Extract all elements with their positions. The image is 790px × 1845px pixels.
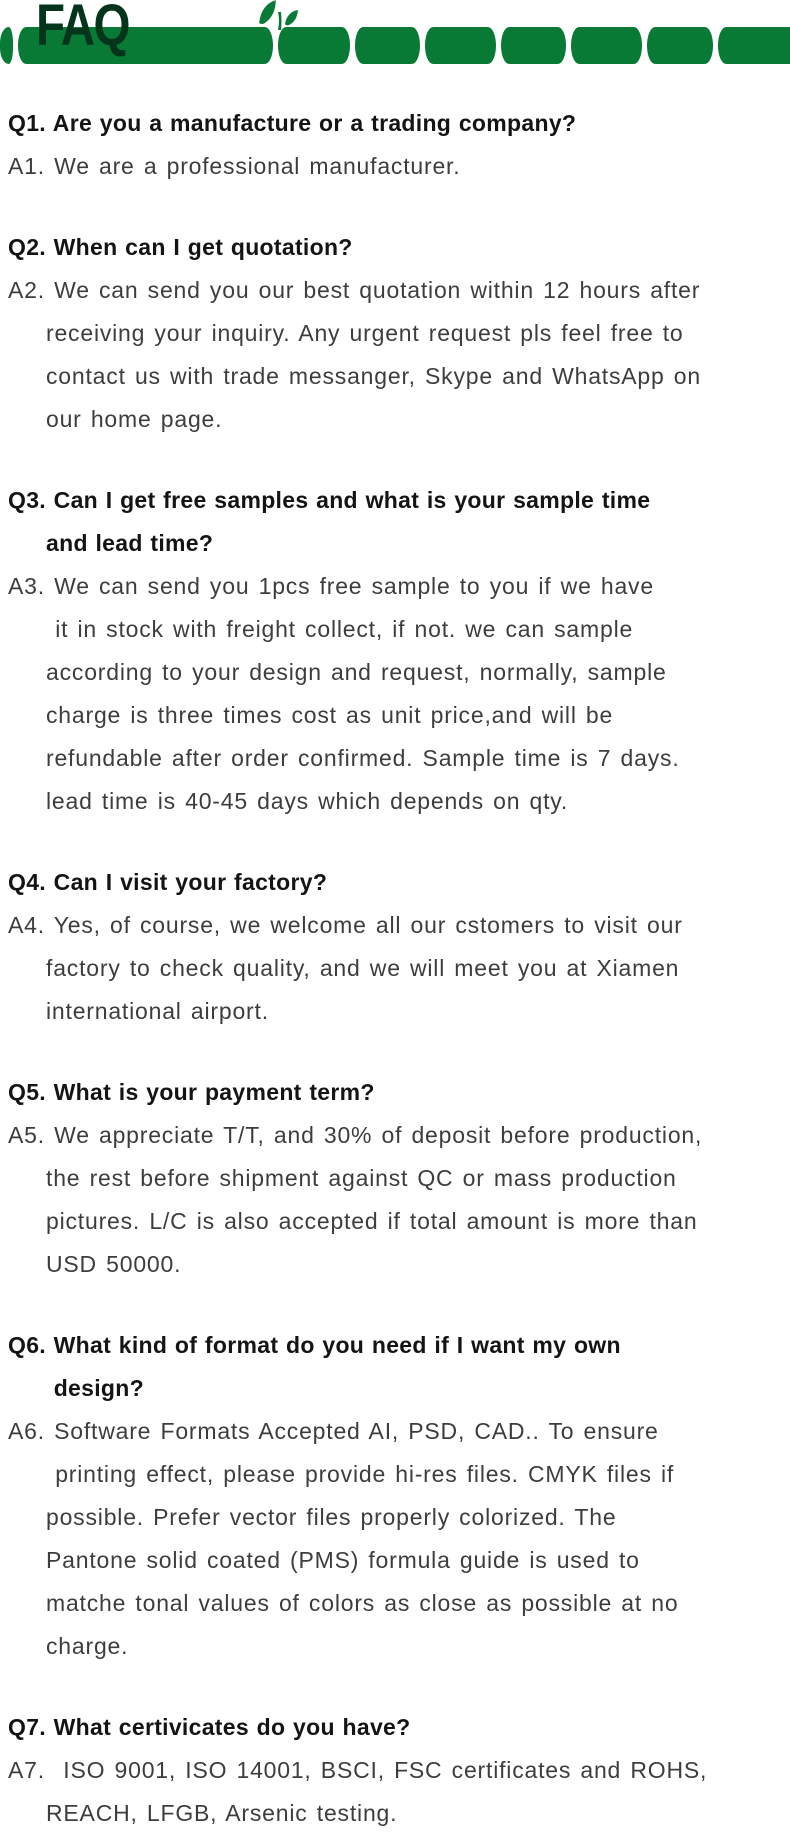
faq-answer-line: it in stock with freight collect, if not. we can sample <box>46 616 634 642</box>
faq-question <box>8 1706 782 1749</box>
faq-question-line: Q1. Are you a manufacture or a trading company? <box>8 110 577 136</box>
bamboo-segment <box>0 27 13 64</box>
faq-item <box>8 102 782 188</box>
faq-question-line: Q2. When can I get quotation? <box>8 234 353 260</box>
faq-question-line: Q3. Can I get free samples and what is your sample time <box>8 487 651 513</box>
faq-answer-line: lead time is 40-45 days which depends on qty. <box>46 788 569 814</box>
faq-question <box>8 479 782 565</box>
faq-answer-line: refundable after order confirmed. Sample time is 7 days. <box>46 745 680 771</box>
faq-question-line: Q6. What kind of format do you need if I want my own <box>8 1332 621 1358</box>
faq-answer-line: our home page. <box>46 406 223 432</box>
faq-list <box>0 66 790 1845</box>
faq-answer-line: pictures. L/C is also accepted if total amount is more than <box>46 1208 698 1234</box>
faq-question <box>8 226 782 269</box>
faq-answer-line: A2. We can send you our best quotation within 12 hours after <box>8 277 701 303</box>
faq-answer-line: A1. We are a professional manufacturer. <box>8 153 461 179</box>
faq-item <box>8 226 782 441</box>
faq-answer-line: international airport. <box>46 998 269 1024</box>
page-title: FAQ <box>36 0 129 58</box>
faq-banner <box>0 0 790 66</box>
bamboo-segment <box>718 27 790 64</box>
faq-item <box>8 479 782 823</box>
faq-answer-line: the rest before shipment against QC or mass production <box>46 1165 677 1191</box>
faq-answer-line: charge is three times cost as unit price,and will be <box>46 702 614 728</box>
faq-answer-line: REACH, LFGB, Arsenic testing. <box>46 1800 398 1826</box>
faq-answer-line: possible. Prefer vector files properly colorized. The <box>46 1504 617 1530</box>
faq-answer-line: A7. ISO 9001, ISO 14001, BSCI, FSC certificates and ROHS, <box>8 1757 708 1783</box>
faq-question <box>8 1071 782 1114</box>
bamboo-segment <box>425 27 496 64</box>
faq-answer <box>8 1410 782 1668</box>
faq-question-line: Q4. Can I visit your factory? <box>8 869 328 895</box>
faq-answer-line: USD 50000. <box>46 1251 182 1277</box>
faq-answer <box>8 565 782 823</box>
faq-answer <box>8 269 782 441</box>
faq-answer-line: A4. Yes, of course, we welcome all our cstomers to visit our <box>8 912 683 938</box>
faq-answer-line: contact us with trade messanger, Skype and WhatsApp on <box>46 363 701 389</box>
faq-question <box>8 1324 782 1410</box>
faq-answer-line: according to your design and request, normally, sample <box>46 659 667 685</box>
bamboo-segment <box>571 27 642 64</box>
faq-question <box>8 861 782 904</box>
faq-item <box>8 1706 782 1835</box>
faq-item <box>8 861 782 1033</box>
faq-answer-line: Pantone solid coated (PMS) formula guide is used to <box>46 1547 640 1573</box>
faq-question-line: Q5. What is your payment term? <box>8 1079 375 1105</box>
faq-answer <box>8 1114 782 1286</box>
faq-answer <box>8 1749 782 1835</box>
faq-answer-line: receiving your inquiry. Any urgent request pls feel free to <box>46 320 684 346</box>
faq-answer-line: A3. We can send you 1pcs free sample to you if we have <box>8 573 654 599</box>
faq-item <box>8 1324 782 1668</box>
bamboo-leaf-icon <box>256 0 304 30</box>
faq-answer-line: printing effect, please provide hi-res files. CMYK files if <box>46 1461 675 1487</box>
faq-answer-line: matche tonal values of colors as close as possible at no <box>46 1590 679 1616</box>
faq-answer-line: A5. We appreciate T/T, and 30% of deposit before production, <box>8 1122 703 1148</box>
bamboo-segment <box>355 27 420 64</box>
faq-answer-line: charge. <box>46 1633 129 1659</box>
bamboo-segment <box>501 27 566 64</box>
faq-answer <box>8 145 782 188</box>
faq-question-line: design? <box>46 1375 144 1401</box>
faq-answer-line: factory to check quality, and we will meet you at Xiamen <box>46 955 680 981</box>
faq-item <box>8 1071 782 1286</box>
bamboo-segment <box>647 27 713 64</box>
faq-question <box>8 102 782 145</box>
bamboo-segment <box>278 27 350 64</box>
faq-answer-line: A6. Software Formats Accepted AI, PSD, CAD.. To ensure <box>8 1418 659 1444</box>
faq-answer <box>8 904 782 1033</box>
faq-question-line: and lead time? <box>46 530 214 556</box>
faq-question-line: Q7. What certivicates do you have? <box>8 1714 411 1740</box>
